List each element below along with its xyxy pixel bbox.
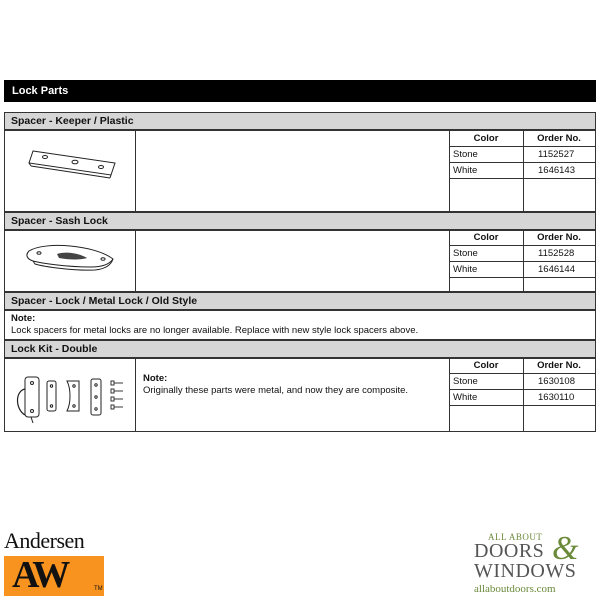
kit-order-header: Order No. xyxy=(537,360,581,371)
section-header-sash-lock: Spacer - Sash Lock xyxy=(4,212,596,230)
section-header-lock-kit: Lock Kit - Double xyxy=(4,340,596,358)
section-sash-lock-row xyxy=(4,230,596,292)
lock-kit-image xyxy=(5,359,135,431)
keeper-color-white: White xyxy=(453,165,478,176)
kit-color-white: White xyxy=(453,392,478,403)
kit-color-stone: Stone xyxy=(453,376,478,387)
section-header-keeper: Spacer - Keeper / Plastic xyxy=(4,112,596,130)
andersen-logo: Andersen AW TM xyxy=(4,528,103,596)
metal-lock-note-text: Lock spacers for metal locks are no longer available. Replace with new style lock spacers above. xyxy=(11,325,419,336)
lock-kit-note-text: Originally these parts were metal, and now they are composite. xyxy=(143,385,409,396)
sash-color-stone: Stone xyxy=(453,248,478,259)
aadw-logo: ALL ABOUT DOORS & WINDOWS allaboutdoors.com xyxy=(474,530,579,595)
lock-kit-note-label: Note: xyxy=(143,373,168,384)
sash-color-header: Color xyxy=(473,232,499,243)
kit-order-stone: 1630108 xyxy=(538,376,575,387)
keeper-spacer-image xyxy=(5,131,135,211)
sash-order-stone: 1152528 xyxy=(538,248,575,259)
sash-lock-spacer-image xyxy=(5,231,135,291)
section-header-metal-lock: Spacer - Lock / Metal Lock / Old Style xyxy=(4,292,596,310)
keeper-color-stone: Stone xyxy=(453,149,478,160)
kit-order-white: 1630110 xyxy=(538,392,575,403)
keeper-order-header: Order No. xyxy=(537,133,581,144)
section-metal-lock-row xyxy=(4,310,596,340)
keeper-order-white: 1646143 xyxy=(538,165,575,176)
page-title: Lock Parts xyxy=(4,80,596,102)
kit-color-header: Color xyxy=(473,360,499,371)
metal-lock-note-label: Note: xyxy=(11,313,36,324)
sash-order-header: Order No. xyxy=(537,232,581,243)
sash-order-white: 1646144 xyxy=(538,264,575,275)
keeper-order-stone: 1152527 xyxy=(538,149,575,160)
section-keeper-row xyxy=(4,130,596,212)
sash-color-white: White xyxy=(453,264,478,275)
keeper-color-header: Color xyxy=(473,133,499,144)
section-lock-kit-row xyxy=(4,358,596,432)
